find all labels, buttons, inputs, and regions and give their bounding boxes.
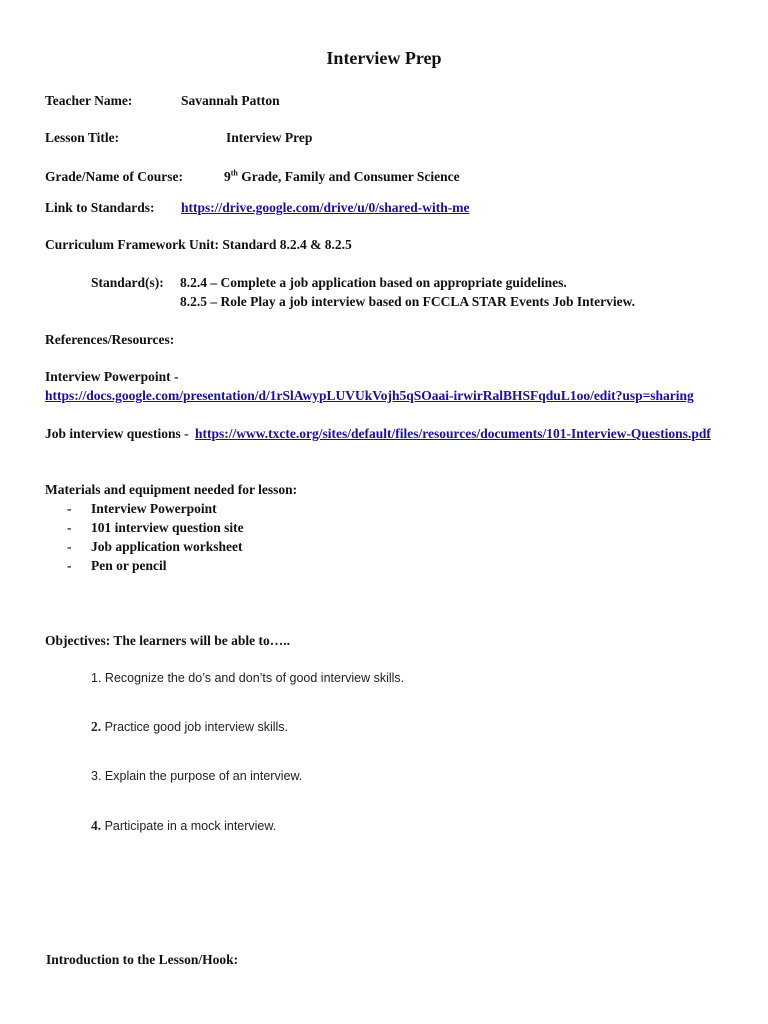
objective-item [91, 719, 288, 735]
list-item-dash: - [67, 539, 72, 554]
materials-heading: Materials and equipment needed for lesson: [45, 482, 298, 497]
objective-text: Practice good job interview skills. [101, 720, 289, 734]
standard-item: 8.2.4 – Complete a job application based on appropriate guidelines. [180, 275, 567, 290]
questions-label: Job interview questions - [45, 426, 189, 441]
list-item-dash: - [67, 501, 72, 516]
objective-text: Participate in a mock interview. [101, 819, 277, 833]
objective-item [91, 818, 276, 834]
grade-value [224, 169, 460, 185]
powerpoint-link[interactable]: https://docs.google.com/presentation/d/1rSlAwypLUVUkVojh5qSOaai-irwirRalBHSFqduL1oo/edit?usp=sharing [45, 388, 694, 403]
lesson-title-label: Lesson Title: [45, 130, 120, 145]
curriculum-label: Curriculum Framework Unit: [45, 237, 219, 252]
grade-label: Grade/Name of Course: [45, 169, 183, 184]
introduction-heading: Introduction to the Lesson/Hook: [46, 952, 239, 967]
grade-course: Grade, Family and Consumer Science [237, 169, 460, 184]
objective-number: 1. [91, 671, 102, 685]
list-item-dash: - [67, 520, 72, 535]
curriculum-unit [45, 237, 352, 253]
curriculum-value: Standard 8.2.4 & 8.2.5 [222, 237, 352, 252]
list-item: Job application worksheet [91, 539, 243, 554]
objective-text: Explain the purpose of an interview. [101, 769, 303, 783]
questions-link[interactable]: https://www.txcte.org/sites/default/files/resources/documents/101-Interview-Questions.pdf [195, 426, 711, 441]
powerpoint-label: Interview Powerpoint - [45, 369, 179, 384]
lesson-title-value: Interview Prep [226, 130, 313, 145]
references-heading: References/Resources: [45, 332, 175, 347]
objective-number: 2. [91, 719, 102, 734]
standards-label: Standard(s): [91, 275, 164, 290]
objective-item [91, 671, 404, 685]
grade-number: 9 [224, 169, 231, 184]
grade-suffix: th [230, 168, 238, 178]
list-item: Interview Powerpoint [91, 501, 217, 516]
list-item: 101 interview question site [91, 520, 244, 535]
teacher-value: Savannah Patton [181, 93, 280, 108]
objective-item [91, 769, 302, 783]
objective-number: 4. [91, 818, 102, 833]
objectives-heading: Objectives: The learners will be able to….. [45, 633, 290, 648]
standard-item: 8.2.5 – Role Play a job interview based on FCCLA STAR Events Job Interview. [180, 294, 636, 309]
list-item: Pen or pencil [91, 558, 167, 573]
teacher-label: Teacher Name: [45, 93, 133, 108]
standards-link-label: Link to Standards: [45, 200, 155, 215]
page-title: Interview Prep [326, 48, 442, 68]
objective-number: 3. [91, 769, 102, 783]
standards-link[interactable]: https://drive.google.com/drive/u/0/shared-with-me [181, 200, 470, 215]
list-item-dash: - [67, 558, 72, 573]
objective-text: Recognize the do’s and don’ts of good interview skills. [101, 671, 405, 685]
